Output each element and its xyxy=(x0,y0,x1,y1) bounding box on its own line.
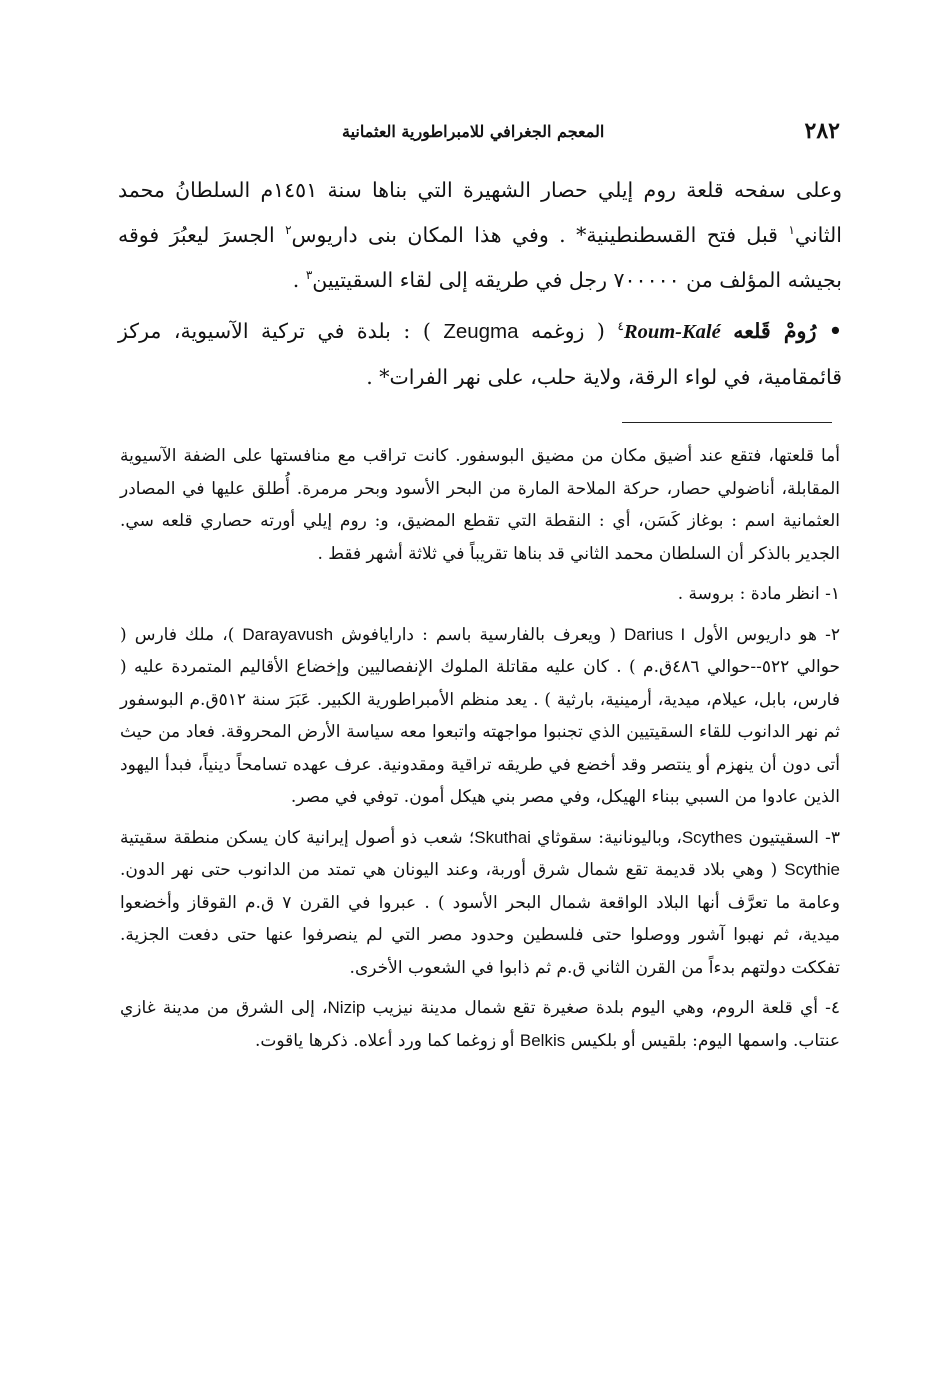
footnote-3 xyxy=(120,822,840,985)
text-run: ، إلى الشرق من مدينة غازي عنتاب. واسمها اليوم: بلقيس أو بلكيس xyxy=(120,998,840,1051)
page-number: ٢٨٢ xyxy=(804,118,840,144)
page-header xyxy=(120,118,840,148)
text-run: ( زوغمه xyxy=(518,319,618,343)
text-run: قبل فتح القسطنطينية* . وفي هذا المكان بنى داريوس xyxy=(291,223,789,247)
running-title: المعجم الجغرافي للامبراطورية العثمانية xyxy=(342,122,605,141)
dictionary-entry xyxy=(118,309,842,400)
entry-latin-alt: Zeugma xyxy=(443,320,519,343)
latin-term: Belkis xyxy=(519,1030,566,1050)
text-run: ) : بلدة في تركية الآسيوية، مركز قائمقامية، في لواء الرقة، ولاية حلب، على نهر الفرات* . xyxy=(118,319,842,389)
footnote-1: ١- انظر مادة : بروسة . xyxy=(677,584,840,604)
text-run: أو زوغما كما ورد أعلاه. ذكرها ياقوت. xyxy=(254,1030,520,1051)
footnote-ref-3[interactable]: ٣ xyxy=(305,268,313,283)
entry-headword: رُومْ قَلعه xyxy=(733,319,817,343)
text-run: ٣- السقيتيون xyxy=(742,827,840,848)
latin-term: Skuthai xyxy=(474,827,531,847)
text-run: ٤- أي قلعة الروم، وهي اليوم بلدة صغيرة تقع شمال مدينة نيزيب xyxy=(365,998,840,1018)
latin-term: Darayavush xyxy=(242,624,334,644)
footnote-ref-1[interactable]: ١ xyxy=(788,223,795,238)
footnote-divider xyxy=(622,422,832,423)
entry-latin-name: Roum-Kalé xyxy=(623,321,721,343)
latin-term: Darius I xyxy=(624,624,686,644)
text-run: وعلى سفحه قلعة روم إيلي حصار الشهيرة التي بناها سنة ١٤٥١م السلطانُ محمد الثاني xyxy=(118,178,842,247)
footnote-2 xyxy=(120,619,840,814)
text-run: الجسرَ ليعبُرَ فوقه بجيشه المؤلف من ٧٠٠٠٠٠ رجل في طريقه إلى لقاء السقيتيين xyxy=(118,223,842,292)
text-run: ( وهي بلاد قديمة تقع شمال شرق أوربة، وعند اليونان هي تمتد من الدانوب حتى نهر الدون. وعامة ما تعرَّف أنها البلاد الواقعة شمال البحر الأسود ) . عبروا في القرن ٧ ق.م القوقاز وأخضعوا ميدية، ثم نهبوا آشور ووصلوا حتى فلسطين وحدود مصر التي لم ينصرفوا عنها حتى دفعت الجزية. تفككت دولتهم بدءاً من القرن الثاني ق.م ثم ذابوا في الشعوب الأخرى. xyxy=(120,860,840,978)
latin-term: Scythes xyxy=(681,827,743,847)
main-text xyxy=(118,168,842,400)
bullet-icon: • xyxy=(828,319,842,343)
text-run: ، وباليونانية: سقوثاي xyxy=(530,827,682,848)
text-run: ٢- هو داريوس الأول xyxy=(685,624,840,645)
text-run: ( ويعرف بالفارسية باسم : دارايافوش xyxy=(333,624,625,645)
footnote-continuation: أما قلعتها، فتقع عند أضيق مكان من مضيق البوسفور. كانت تراقب مع منافستها على الضفة الآسيوية المقابلة، أناضولي حصار، حركة الملاحة المارة من البحر الأسود وبحر مرمرة. أُطلق عليها في المصادر العثمانية اسم : بوغاز كَسَن، أي : النقطة التي تقطع المضيق، و: روم إيلي أورته حصاري قلعه سي. الجدير بالذكر أن السلطان محمد الثاني قد بناها تقريباً في ثلاثة أشهر فقط . xyxy=(120,446,840,564)
footnote-4 xyxy=(120,992,840,1057)
text-run: . xyxy=(292,268,306,292)
text-run: ؛ شعب ذو أصول إيرانية كان يسكن منطقة سقيتية xyxy=(120,827,475,848)
footnote-ref-2[interactable]: ٢ xyxy=(285,223,292,238)
text-run: )، ملك فارس ( حوالي ٥٢٢--حوالي ٤٨٦ق.م ) . كان عليه مقاتلة الملوك الإنفصاليين وإخضاع الأقاليم المتمردة عليه ( فارس، بابل، عيلام، ميدية، أرمينية، بارثية ) . يعد منظم الأمبراطورية الكبير. عَبَرَ سنة ٥١٢ق.م البوسفور ثم نهر الدانوب للقاء السقيتيين الذي تجنبوا مواجهته واتبعوا معه سياسة الأرض المحروقة. فعاد من حيث أتى دون أن ينهزم أو ينتصر وقد أخضع في طريقه تراقية ومقدونية. عرف عهده تسامحاً دينياً، فبدأ اليهود الذين عادوا من السبي ببناء الهيكل، وفي مصر بني هيكل أمون. توفي في مصر. xyxy=(120,624,840,807)
footnote-ref-4[interactable]: ٤ xyxy=(617,319,624,334)
latin-term: Scythie xyxy=(784,860,840,879)
latin-term: Nizip xyxy=(327,998,366,1017)
footnotes xyxy=(120,440,840,1065)
body-paragraph xyxy=(118,168,842,303)
